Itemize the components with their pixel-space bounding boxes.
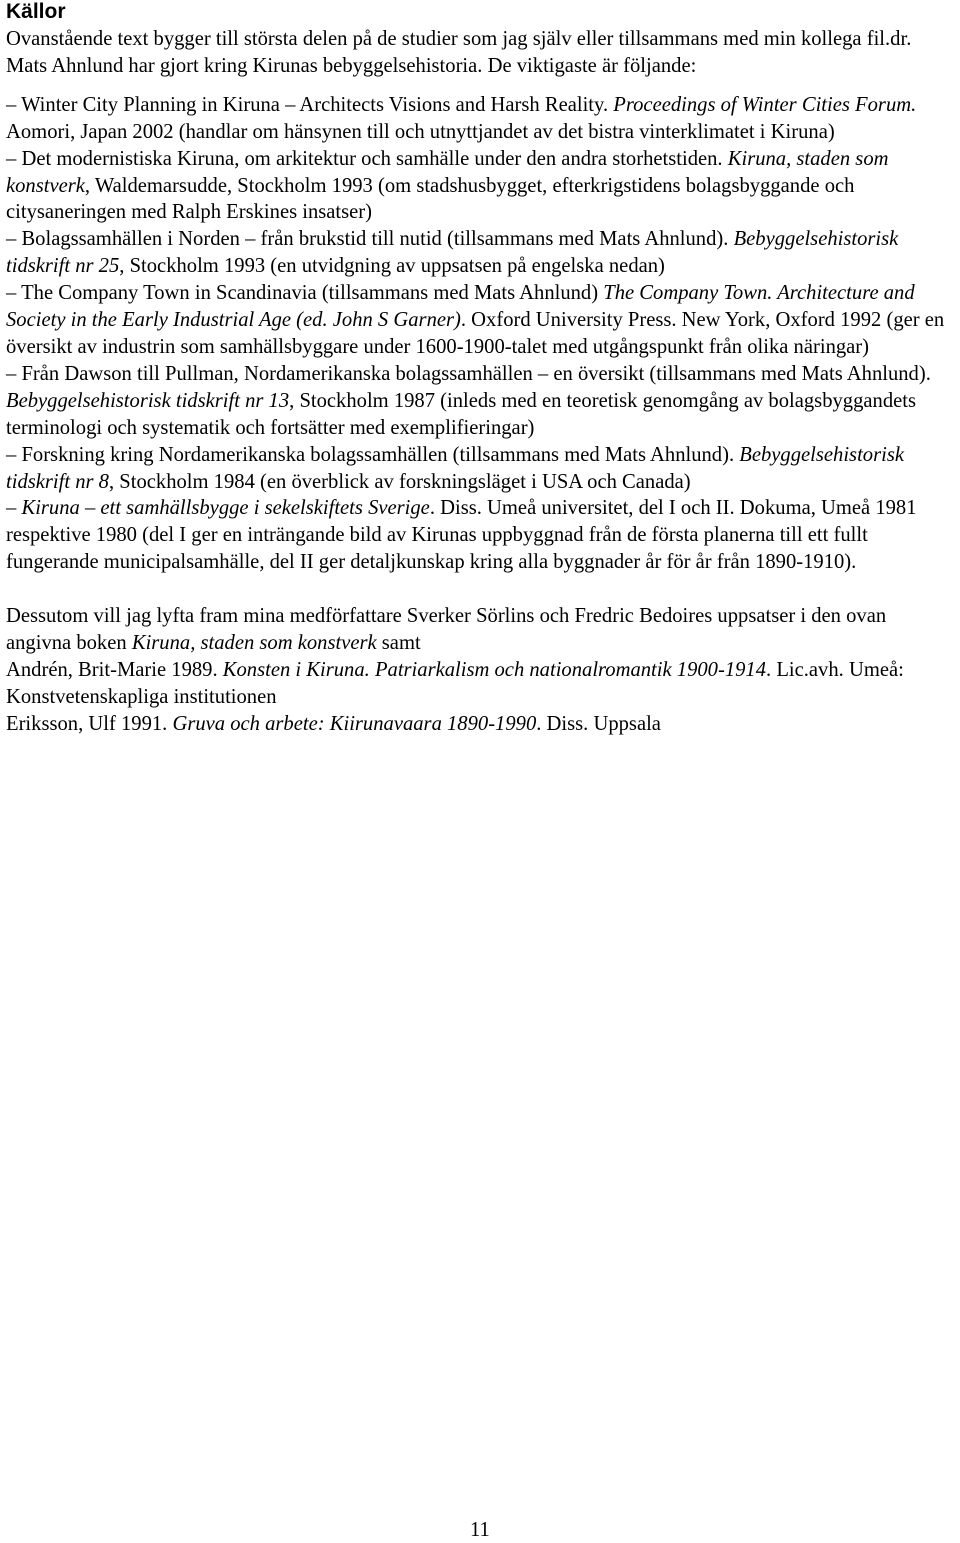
section-heading: Källor [6, 0, 66, 23]
reference-italic: Kiruna – ett samhällsbygge i sekelskiftets Sverige [21, 497, 430, 520]
reference-forskning-nordamerikanska [6, 442, 954, 496]
reference-kiruna-samhallsbygge [6, 495, 954, 576]
paragraph-italic: Kiruna, staden som konstverk [131, 632, 377, 655]
reference-italic: Bebyggelsehistorisk tidskrift nr 13 [6, 389, 290, 412]
reference-text: , Stockholm 1984 (en överblick av forskningsläget i USA och Canada) [108, 470, 691, 493]
reference-italic: Konsten i Kiruna. Patriarkalism och nationalromantik 1900-1914 [222, 658, 767, 681]
reference-text: – Winter City Planning in Kiruna – Architects Visions and Harsh Reality. [6, 93, 614, 116]
paragraph-text: samt [376, 632, 421, 655]
reference-italic: Gruva och arbete: Kiirunavaara 1890-1990 [172, 712, 537, 735]
extra-paragraph [6, 603, 954, 657]
reference-company-town [6, 280, 954, 361]
reference-dawson-pullman [6, 361, 954, 442]
reference-text: . Oxford University Press. New York, Oxford 1992 (ger en översikt av industrin som samhällsbyggare under 1600-1900-talet med utgångspunkt från olika näringar) [6, 309, 945, 358]
reference-text: , Stockholm 1987 (inleds med en teoretisk genomgång av bolagsbyggandets terminologi och systematik och fortsätter med exemplifieringar) [6, 389, 916, 439]
paragraph-text: Dessutom vill jag lyfta fram mina medförfattare Sverker Sörlins och Fredric Bedoires uppsatser i den ovan angivna boken [6, 605, 887, 655]
reference-text: . Lic.avh. Umeå: Konstvetenskapliga institutionen [6, 658, 904, 708]
reference-text: – [6, 497, 22, 520]
reference-text: Eriksson, Ulf 1991. [6, 712, 173, 735]
reference-text: – The Company Town in Scandinavia (tillsammans med Mats Ahnlund) [6, 282, 604, 305]
reference-eriksson [6, 711, 954, 738]
reference-modernistiska-kiruna [6, 146, 954, 227]
reference-italic: Kiruna, staden som konstverk [6, 147, 889, 197]
page-number: 11 [470, 1519, 490, 1541]
reference-italic: The Company Town. Architecture and Society in the Early Industrial Age (ed. John S Garner) [6, 282, 915, 332]
reference-text: Aomori, Japan 2002 (handlar om hänsynen till och utnyttjandet av det bistra vinterklimatet i Kiruna) [6, 120, 835, 143]
intro-paragraph: Ovanstående text bygger till största delen på de studier som jag själv eller tillsammans med min kollega fil.dr. Mats Ahnlund har gjort kring Kirunas bebyggelsehistoria. De viktigaste är följande: [6, 28, 912, 77]
reference-winter-city [6, 92, 954, 146]
reference-text: Andrén, Brit-Marie 1989. [6, 658, 223, 681]
reference-text: – Forskning kring Nordamerikanska bolagssamhällen (tillsammans med Mats Ahnlund). [6, 443, 740, 466]
reference-italic: Bebyggelsehistorisk tidskrift nr 8 [6, 443, 904, 493]
reference-text: – Från Dawson till Pullman, Nordamerikanska bolagssamhällen – en översikt (tillsammans med Mats Ahnlund). [6, 362, 931, 385]
reference-text: . Diss. Umeå universitet, del I och II. Dokuma, Umeå 1981 respektive 1980 (del I ger en inträngande bild av Kirunas uppbyggnad från de första planerna till ett fullt fungerande municipalsamhälle, del II ger detaljkunskap kring alla byggnader år för år från 1890-1910). [6, 497, 917, 574]
reference-text: , Stockholm 1993 (en utvidgning av uppsatsen på engelska nedan) [119, 255, 665, 278]
reference-text: – Det modernistiska Kiruna, om arkitektur och samhälle under den andra storhetstiden. [6, 147, 728, 170]
reference-italic: Bebyggelsehistorisk tidskrift nr 25 [6, 228, 899, 278]
reference-italic: Proceedings of Winter Cities Forum. [613, 93, 917, 116]
reference-andren [6, 657, 954, 711]
reference-text: . Diss. Uppsala [536, 712, 661, 735]
reference-text: , Waldemarsudde, Stockholm 1993 (om stadshusbygget, efterkrigstidens bolagsbyggande och citysaneringen med Ralph Erskines insatser) [6, 174, 855, 224]
reference-text: – Bolagssamhällen i Norden – från brukstid till nutid (tillsammans med Mats Ahnlund). [6, 228, 734, 251]
reference-bolagssamhallen-norden [6, 226, 954, 280]
sources-body [6, 26, 954, 738]
